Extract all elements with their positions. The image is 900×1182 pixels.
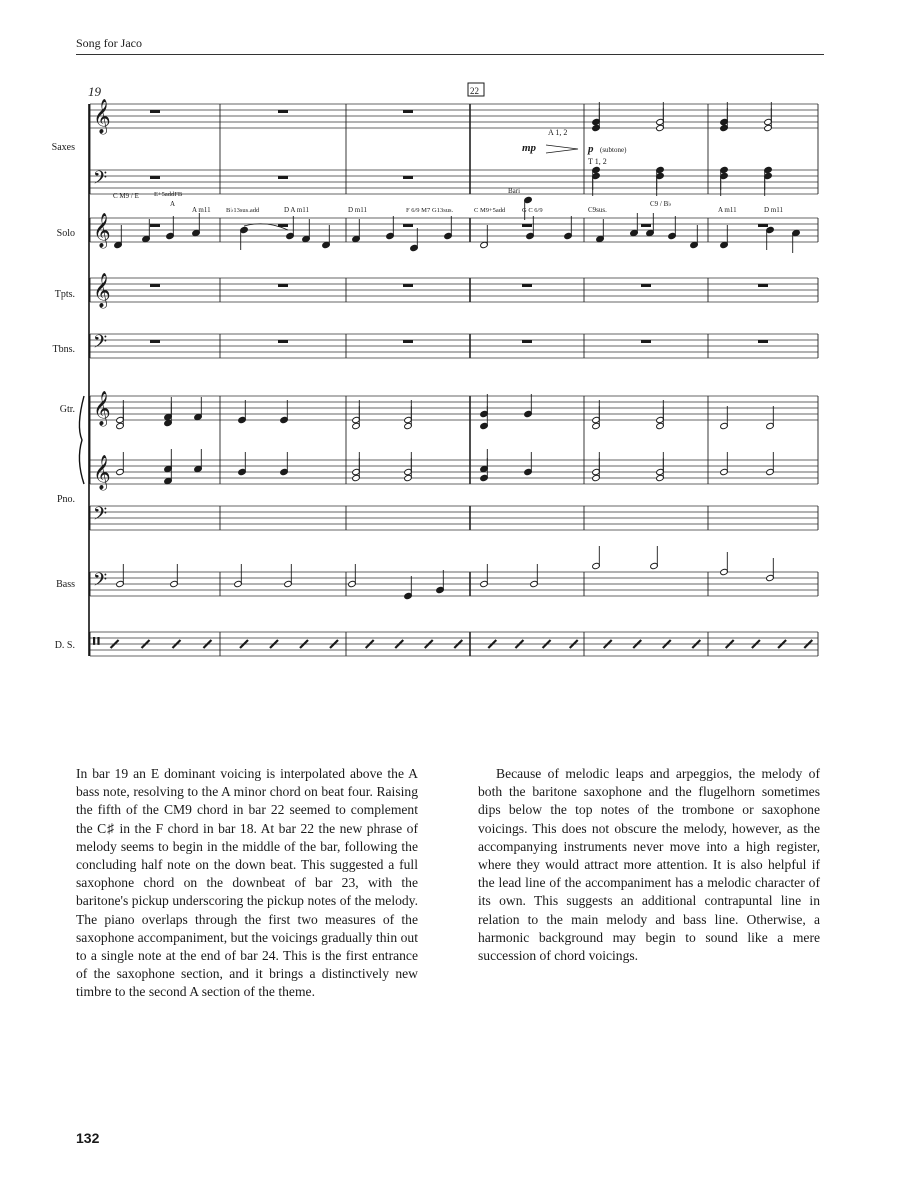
chord-symbol: G C 6/9 [522,207,543,214]
whole-rest [641,284,651,287]
decrescendo-hairpin [546,145,578,153]
whole-rest [641,224,651,227]
whole-rest [278,340,288,343]
staff-label-solo: Solo [56,228,75,239]
dynamic-mp: mp [522,142,537,154]
notes [111,102,813,648]
whole-rest [278,110,288,113]
chord-symbol: C9 / B♭ [650,200,672,208]
clef-icon: 𝄞 [93,392,111,425]
staff-lines [90,104,818,656]
staff-label-tpts: Tpts. [54,289,75,300]
measure-number: 19 [88,84,101,99]
whole-rest [278,176,288,179]
rehearsal-mark: 22 [470,86,479,96]
bari-label: Bari [508,187,521,195]
chord-symbol: B♭13sus.add [226,207,260,214]
body-text-left-column: In bar 19 an E dominant voicing is interpolated above the A bass note, resolving to the A minor chord on beat four. Raising the fifth of the CM9 chord in bar 22 seemed to complement the C♯ in the F chord in bar 18. At bar 22 the new phrase of melody seems to begin in the middle of the bar, following the concluding half note on the down beat. This suggested a full saxophone chord on the downbeat of bar 23, with the baritone's pickup underscoring the pickup notes of the melody. The piano overlaps through the first two measures of the saxophone accompaniment, but the voicings gradually thin out to a single note at the end of bar 24. This is the first entrance of the saxophone section, and it brings a distinctively new timbre to the second A section of the theme. [76,766,418,1000]
clef-icon: 𝄢 [93,331,108,356]
clef-icon: 𝄞 [93,214,111,247]
running-head: Song for Jaco [76,36,142,50]
chord-symbol: C M9+5add [474,207,506,214]
whole-rest [150,176,160,179]
chord-symbol: D A m11 [284,206,310,214]
chord-symbol: E+5addFB [154,191,183,198]
whole-rest [403,284,413,287]
clef-icon: 𝄥 [93,629,100,654]
chord-symbol: A m11 [718,206,737,214]
body-text-right-column: Because of melodic leaps and arpeggios, the melody of both the baritone saxophone and the flugelhorn sometimes dips below the top notes of the trombone or saxophone voicings. This does not obscure the melody, however, as the accompanying instruments never move into a high register, where they would attract more attention. It is also helpful if the lead line of the accompaniment has a melodic character of its own. This suggests an additional contrapuntal line in relation to the main melody and bass line. Otherwise, a harmonic background may begin to sound like a mere succession of chord voicings. [478,766,820,964]
staff-label-ds: D. S. [54,640,75,651]
staff-label-tbns: Tbns. [52,344,75,355]
whole-rest [522,224,532,227]
clef-icon: 𝄞 [93,274,111,307]
dynamic-p: p [588,143,594,155]
whole-rest [403,176,413,179]
sax-voice-label-low: T 1, 2 [588,157,607,166]
whole-rest [150,284,160,287]
staff-label-pno: Pno. [56,494,75,505]
staff-label-bass: Bass [56,579,75,590]
sax-voice-label-top: A 1, 2 [548,128,568,137]
clef-icon: 𝄢 [93,167,108,192]
staff-label-gtr: Gtr. [59,404,75,415]
staff-label-saxes: Saxes [51,142,75,153]
chord-symbol: D m11 [348,206,367,214]
whole-rest [278,284,288,287]
piano-brace [79,396,84,484]
chord-symbol: G13sus. [432,207,454,214]
whole-rest [522,340,532,343]
whole-rest [522,284,532,287]
page-number: 132 [76,1130,100,1146]
whole-rest [403,110,413,113]
clef-icon: 𝄢 [93,569,108,594]
chord-symbol: C9sus. [588,206,607,214]
chord-symbol: F 6/9 M7 [406,207,431,214]
clef-icon: 𝄞 [93,456,111,489]
chord-symbol: C M9 / E [113,192,139,200]
whole-rest [150,224,160,227]
chord-symbol: D m11 [764,206,783,214]
whole-rest [403,224,413,227]
whole-rest [403,340,413,343]
whole-rest [758,284,768,287]
whole-rest [150,340,160,343]
chord-symbol: A [170,200,176,208]
chord-symbol: A m11 [192,206,211,214]
subtone-marking: (subtone) [600,146,627,154]
whole-rest [150,110,160,113]
whole-rest [758,224,768,227]
whole-rest [758,340,768,343]
barlines [79,104,818,656]
whole-rest [641,340,651,343]
clef-icon: 𝄢 [93,503,108,528]
clef-icon: 𝄞 [93,100,111,133]
